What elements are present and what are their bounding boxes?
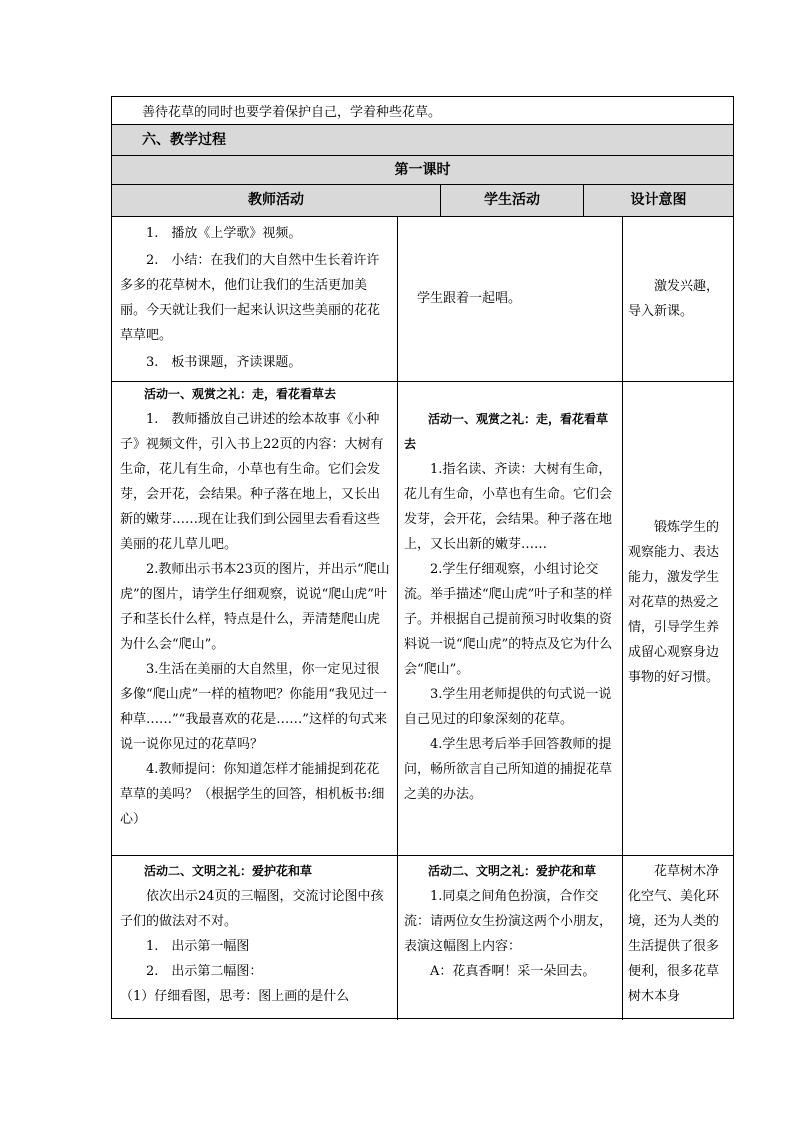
- lesson-table: [111, 96, 734, 1019]
- row2-student: 活动一、观赏之礼：走，看花看草去 1.指名读、齐读：大树有生命，花儿有生命，小草也有生命。它们会发芽，会开花，会结果。种子落在地上，又长出新的嫩芽…… 2.学生仔细观察，小组讨论交流。举手描述“爬山虎”叶子和茎的样子。并根据自己提前预习时收集的资料说一说“爬山虎”的特点及它为什么会“爬山”。 3.学生用老师提供的句式说一说自己见过的印象深刻的花草。 4.学生思考后举手回答教师的提问，畅所欲言自己所知道的捕捉花草之美的办法。: [404, 412, 613, 802]
- lesson-title: 第一课时: [394, 162, 451, 178]
- row3-teacher: 活动二、文明之礼：爱护花和草 依次出示24页的三幅图，交流讨论图中孩子们的做法对不对。 1. 出示第一幅图 2. 出示第二幅图： （1）仔细看图，思考：图上画的是什么: [120, 864, 384, 1004]
- section-title: 六、教学过程: [142, 132, 226, 148]
- row1-design: 激发兴趣，导入新课。: [628, 279, 720, 319]
- header-design: 设计意图: [630, 192, 687, 208]
- header-teacher: 教师活动: [248, 192, 304, 208]
- row1-student: 学生跟着一起唱。: [417, 291, 522, 306]
- row3-design: 花草树木净化空气、美化环境，还为人类的生活提供了很多便利，很多花草树木本身: [628, 864, 720, 1004]
- top-line: 善待花草的同时也要学着保护自己，学着种些花草。: [142, 105, 442, 120]
- header-student: 学生活动: [484, 192, 540, 208]
- row3-student: 活动二、文明之礼：爱护花和草 1.同桌之间角色扮演，合作交流：请两位女生扮演这两个小朋友，表演这幅图上内容： A：花真香啊！采一朵回去。: [404, 864, 613, 979]
- row2-design: 锻炼学生的观察能力、表达能力，激发学生对花草的热爱之情，引导学生养成留心观察身边事物的好习惯。: [628, 520, 720, 685]
- row1-teacher: 1. 播放《上学歌》视频。 2. 小结：在我们的大自然中生长着许许多多的花草树木，他们让我们的生活更加美丽。今天就让我们一起来认识这些美丽的花花草草吧。 3. 板书课题，齐读课题。: [120, 226, 381, 370]
- row2-teacher: 活动一、观赏之礼：走，看花看草去 1. 教师播放自己讲述的绘本故事《小种子》视频文件，引入书上22页的内容：大树有生命，花儿有生命，小草也有生命。它们会发芽，会开花，会结果。种子落在地上，又长出新的嫩芽……现在让我们到公园里去看看这些美丽的花儿草儿吧。 2.教师出示书本23页的图片，并出示“爬山虎”的图片，请学生仔细观察，说说“爬山虎”叶子和茎长什么样，特点是什么，弄清楚爬山虎为什么会“爬山”。 3.生活在美丽的大自然里，你一定见过很多像“爬山虎”一样的植物吧？你能用“我见过一种草……”“我最喜欢的花是……”这样的句式来说一说你见过的花草吗？ 4.教师提问：你知道怎样才能捕捉到花花草草的美吗？（根据学生的回答，相机板书:细心）: [120, 387, 390, 827]
